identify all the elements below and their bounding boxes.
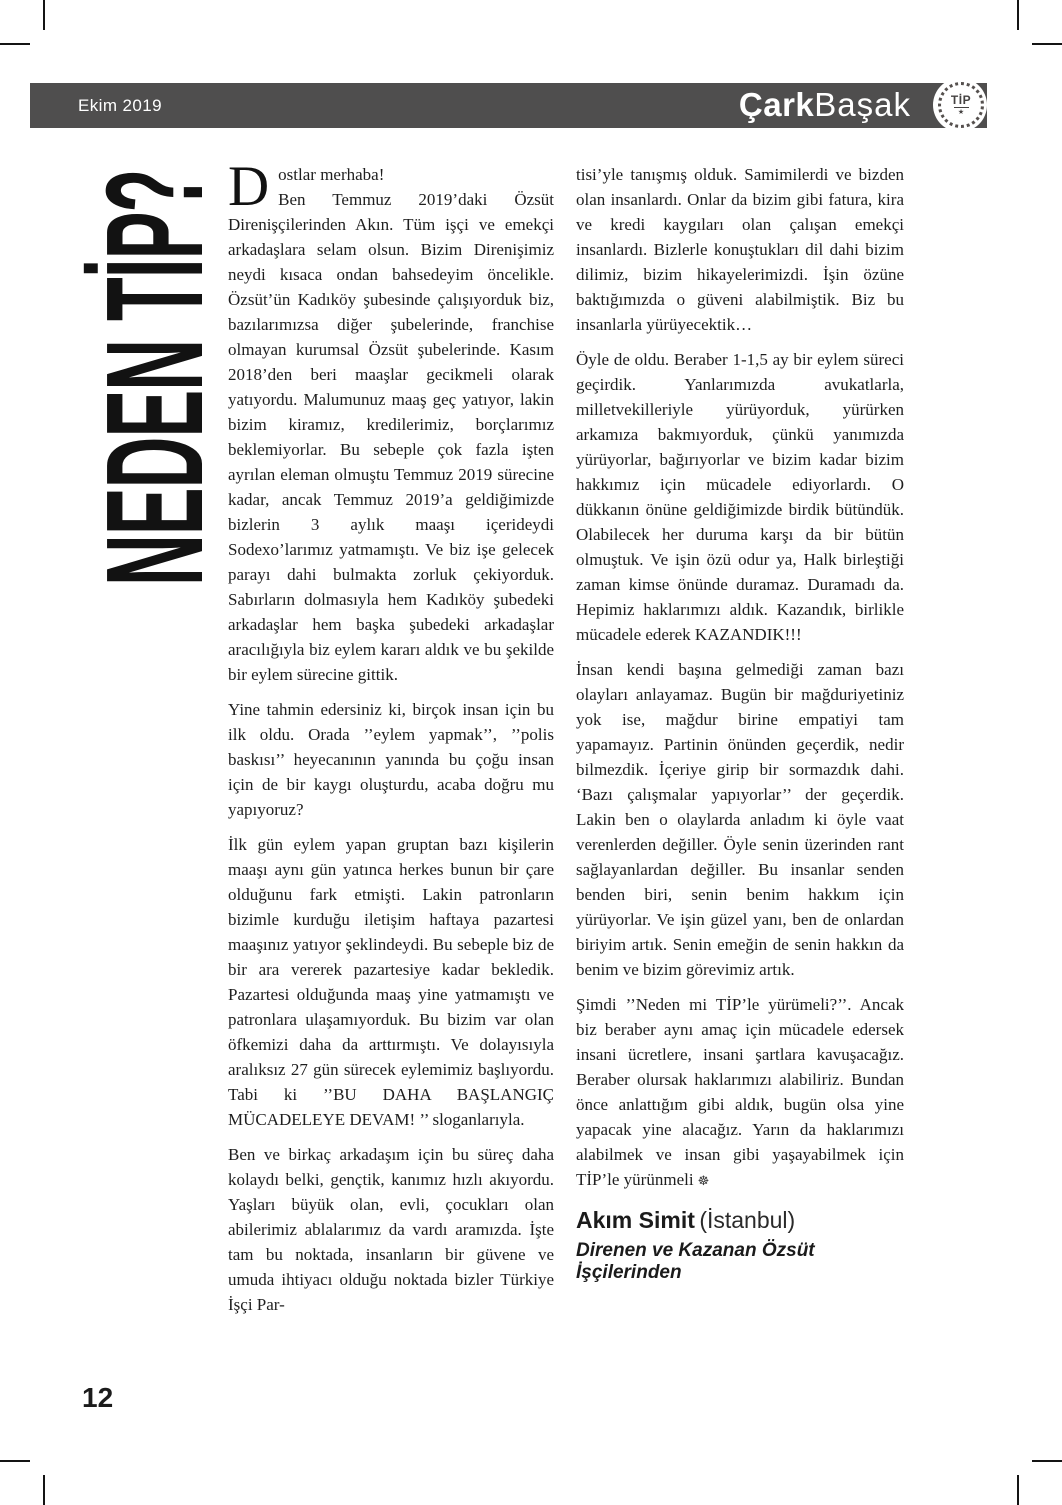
masthead-bold: Çark — [738, 86, 815, 123]
paragraph: İnsan kendi başına gelmediği zaman bazı olayları anlayamaz. Bugün bir mağduriyetiniz yok ise, mağdur birine empatiyi tam yapamayız. Partinin önünden geçerdik, nedir bilmezdik. İçeriye girip bir sormazdık dahi. ‘Bazı çalışmalar yapıyorlar’’ der geçerdik. Lakin ben o olaylarda anladım ki öyle vaat verenlerden değiller. Öyle senin üzerinden rant sağlayanlardan değiller. Bu insanlar senden benden biri, senin benim hakkım için yürüyorlar. Ve işin güzel yanı, ben de onlardan biriyim artık. Senin emeğin de senin hakkın da benim ve bizim görevimiz artık. — [576, 660, 904, 979]
header-bar — [30, 83, 987, 128]
crop-mark — [1032, 43, 1062, 45]
crop-mark — [1032, 1460, 1062, 1462]
paragraph — [576, 992, 904, 1193]
paragraph: Yine tahmin edersiniz ki, birçok insan için bu ilk oldu. Orada ’’eylem yapmak’’, ’’polis baskısı’’ heyecanının yanında bu çoğu insan için de bir kaygı oluşturdu, acaba doğru mu yapıyoruz? — [228, 700, 554, 819]
crop-mark — [0, 1460, 30, 1462]
paragraph: Ben ve birkaç arkadaşım için bu süreç daha kolaydı belki, gençtik, kanımız hızlı akıyordu. Yaşları büyük olan, evli, çocukları olan abilerimiz ablalarımız da vardı aramızda. İşte tam bu noktada, insanların bir güvene ve umuda ihtiyacı olduğu noktada bizler Türkiye İşçi Par- — [228, 1145, 554, 1314]
byline-name: Akım Simit — [576, 1207, 695, 1233]
paragraph: Öyle de oldu. Beraber 1-1,5 ay bir eylem süreci geçirdik. Yanlarımızda avukatlarla, milletvekilleriyle yürüyorduk, yürürken arkamıza bakmıyorduk, çünkü yanımızda yürüyorlar, bağırıyorlar ve bizim kadar bizim hakkımız için mücadele ediyorlardı. O dükkanın önüne geldiğimizde birdik bütündük. Olabilecek her duruma karşı da bir bütün olmuştuk. Ve işin özü odur ya, Halk birleştiği zaman kimse önünde duramaz. Duramadı da. Hepimiz haklarımızı aldık. Kazandık, birlikle mücadele ederek KAZANDIK!!! — [576, 350, 904, 644]
tip-party-logo — [938, 82, 984, 128]
star-icon: ★ — [957, 108, 965, 116]
page-title: NEDEN TİP? — [78, 169, 232, 587]
crop-mark — [43, 1475, 45, 1505]
issue-date: Ekim 2019 — [78, 96, 162, 115]
crop-mark — [0, 43, 30, 45]
byline-location: (İstanbul) — [699, 1207, 796, 1233]
paragraph-text: Ben Temmuz 2019’daki Özsüt Direnişçilerinden Akın. Tüm işçi ve emekçi arkadaşlara selam olsun. Bizim Direnişimiz neydi kısaca ondan bahsedeyim öncelikle. Özsüt’ün Kadıköy şubesinde çalışıyorduk biz, bazılarımızsa diğer şubelerinde, franchise olmayan kurumsal Özsüt şubelerinde. Kasım 2018’den beri maaşlar gecikmeli olarak yatıyordu. Malumunuz maaş geç yatıyor, lakin bizim kiramız, kredilerimiz, borçlarımız beklemiyorlar. Bu sebeple çok fazla işten ayrılan eleman olmuştu Temmuz 2019 sürecine kadar, ancak Temmuz 2019’a geldiğimizde bizlerin 3 aylık maaşı içerideydi Sodexo’larımız yatmamıştı. Ve biz işe gelecek parayı dahi bulmakta zorluk çekiyorduk. Sabırların dolmasıyla hem Kadıköy şubedeki arkadaşlar hem başka şubedeki arkadaşlar aracılığıyla biz eylem kararı aldık ve bu şekilde bir eylem sürecine gittik. — [228, 190, 554, 684]
masthead — [739, 83, 911, 128]
byline-role: Direnen ve Kazanan Özsüt İşçilerinden — [576, 1240, 815, 1283]
tip-logo-text: TİP — [950, 93, 972, 107]
paragraph-text: Şimdi ’’Neden mi TİP’le yürümeli?’’. Ancak biz beraber aynı amaç için mücadele edersek insani ücretlere, insani şartlara kavuşacağız. Beraber olursak haklarımızı alabiliriz. Bundan önce anlattığım gibi aldık, bugün olsa yine yapacak yine alacağız. Yarın da haklarımızı alabilmek ve insan gibi yaşayabilmek için TİP’le yürünmeli — [576, 995, 904, 1189]
masthead-light: Başak — [814, 86, 911, 123]
paragraph — [228, 155, 554, 687]
byline — [576, 1207, 904, 1284]
opening-line: ostlar merhaba! — [278, 165, 385, 184]
crop-mark — [1017, 1475, 1019, 1505]
headline-strip — [78, 158, 232, 587]
left-column — [228, 155, 554, 1327]
drop-cap: D — [228, 155, 270, 218]
crop-mark — [43, 0, 45, 30]
byline-line — [576, 1207, 904, 1234]
page-number: 12 — [82, 1382, 114, 1413]
paragraph: tisi’yle tanışmış olduk. Samimilerdi ve bizden olan insanlardı. Onlar da bizim gibi fatura, kira ve kredi kaygıları olan çalışan emekçi insanlardı. Bizlerle konuştukları dil dahi bizim dilimiz, bizim hikayelerimizdi. İşin özüne baktığımızda o güveni alabilmiştik. Biz bu insanlarla yürüyecektik… — [576, 165, 904, 334]
paragraph: İlk gün eylem yapan gruptan bazı kişilerin maaşı aynı gün yatınca herkes bunun bir çare olduğunu fark etmişti. Lakin patronların bizimle kurduğu iletişim haftaya pazartesi maaşınız yatıyor şeklindeydi. Bu sebeple biz de bir ara vererek pazartesiye kadar bekledik. Pazartesi olduğunda maaş yine yatmamıştı ve patronlara ulaşamıyorduk. Bu bizim var olan öfkemizi daha da arttırmıştı. Ve dolayısıyla aralıksız 27 gün sürecek eylemimiz başlıyordu. Tabi ki ’’BU DAHA BAŞLANGIÇ MÜCADELEYE DEVAM! ’’ sloganlarıyla. — [228, 835, 554, 1129]
article-end-mark-icon: ☸ — [697, 1173, 710, 1188]
crop-mark — [1017, 0, 1019, 30]
right-column — [576, 162, 904, 1284]
